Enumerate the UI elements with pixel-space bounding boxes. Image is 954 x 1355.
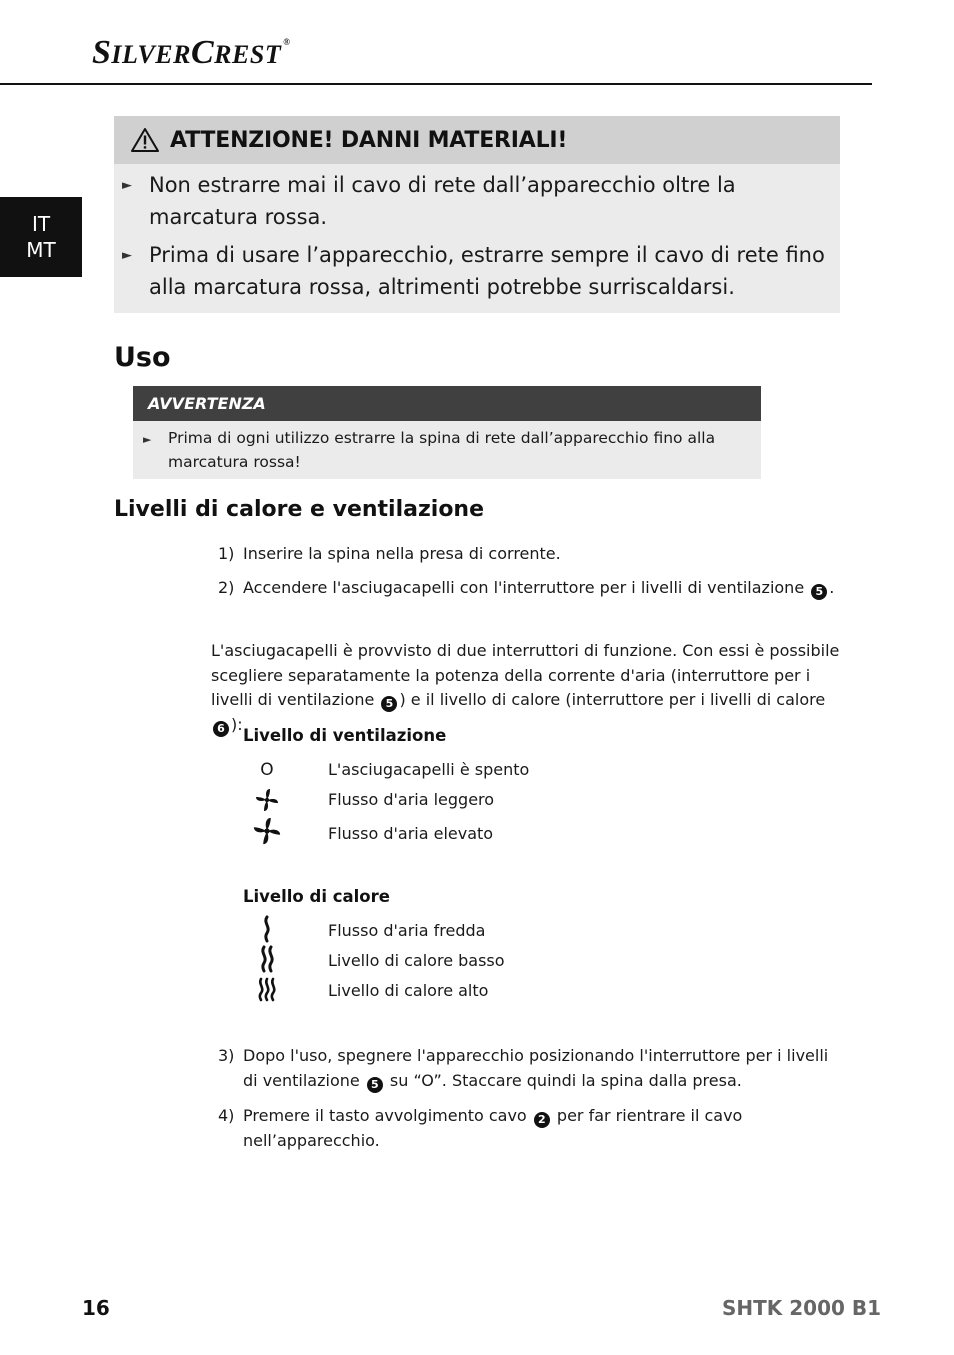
ventilation-label: Flusso d'aria elevato bbox=[328, 824, 494, 843]
off-symbol: O bbox=[260, 760, 274, 780]
language-tab bbox=[0, 197, 82, 277]
ventilation-label: L'asciugacapelli è spento bbox=[328, 760, 530, 779]
warning-header bbox=[114, 116, 840, 164]
heat-label: Livello di calore basso bbox=[328, 951, 505, 970]
section-title: Uso bbox=[114, 342, 171, 373]
arrow-bullet-icon: ► bbox=[143, 433, 152, 446]
fan-high-icon bbox=[252, 815, 282, 847]
heat-1-icon bbox=[252, 915, 282, 943]
step-1: 1) Inserire la spina nella presa di corrente. bbox=[218, 544, 561, 563]
heat-2-icon bbox=[252, 945, 282, 973]
warning-title: ATTENZIONE! DANNI MATERIALI! bbox=[170, 127, 568, 153]
model-number: SHTK 2000 B1 bbox=[722, 1296, 882, 1320]
warning-box bbox=[114, 116, 840, 313]
warning-item: ► Non estrarre mai il cavo di rete dall’apparecchio oltre la marcatura rossa. bbox=[122, 169, 826, 233]
ref-number-badge: 6 bbox=[213, 721, 229, 737]
warning-triangle-icon bbox=[130, 127, 160, 153]
intro-paragraph: L'asciugacapelli è provvisto di due interruttori di funzione. Con essi è possibile scegliere separatamente la potenza della corrente d'aria (interruttore per i livelli di ventilazione 5 ) e il livello di calore (interruttore per i livelli di calore 6 ): bbox=[211, 641, 840, 735]
heat-label: Livello di calore alto bbox=[328, 981, 489, 1000]
language-code-it: IT bbox=[31, 212, 51, 236]
note-header: AVVERTENZA bbox=[133, 386, 761, 421]
ventilation-label: Flusso d'aria leggero bbox=[328, 790, 495, 809]
arrow-bullet-icon: ► bbox=[122, 248, 132, 263]
step-4: 4) Premere il tasto avvolgimento cavo 2 per far rientrare il cavo nell’apparecchio. bbox=[218, 1106, 743, 1150]
header-divider bbox=[0, 83, 872, 85]
ref-number-badge: 5 bbox=[367, 1077, 383, 1093]
subsection-title: Livelli di calore e ventilazione bbox=[114, 497, 485, 522]
note-box bbox=[133, 386, 761, 479]
ref-number-badge: 5 bbox=[381, 696, 397, 712]
heat-label: Flusso d'aria fredda bbox=[328, 921, 486, 940]
arrow-bullet-icon: ► bbox=[122, 178, 132, 193]
warning-item: ► Prima di usare l’apparecchio, estrarre sempre il cavo di rete fino alla marcatura rossa, altrimenti potrebbe surriscaldarsi. bbox=[122, 239, 826, 303]
brand-logo: SILVERCREST ® bbox=[92, 34, 291, 71]
step-2: 2) Accendere l'asciugacapelli con l'interruttore per i livelli di ventilazione 5 . bbox=[218, 578, 835, 598]
heat-3-icon bbox=[252, 975, 282, 1003]
ventilation-title: Livello di ventilazione bbox=[243, 726, 447, 745]
language-code-mt: MT bbox=[26, 238, 56, 262]
note-item: ► Prima di ogni utilizzo estrarre la spina di rete dall’apparecchio fino alla marcatura rossa! bbox=[143, 429, 716, 471]
fan-low-icon bbox=[252, 787, 282, 813]
ref-number-badge: 5 bbox=[811, 584, 827, 600]
heat-title: Livello di calore bbox=[243, 887, 390, 906]
ref-number-badge: 2 bbox=[534, 1112, 550, 1128]
step-3: 3) Dopo l'uso, spegnere l'apparecchio posizionando l'interruttore per i livelli di ventilazione 5 su “O”. Staccare quindi la spina dalla presa. bbox=[218, 1046, 829, 1091]
page-number: 16 bbox=[82, 1296, 110, 1320]
